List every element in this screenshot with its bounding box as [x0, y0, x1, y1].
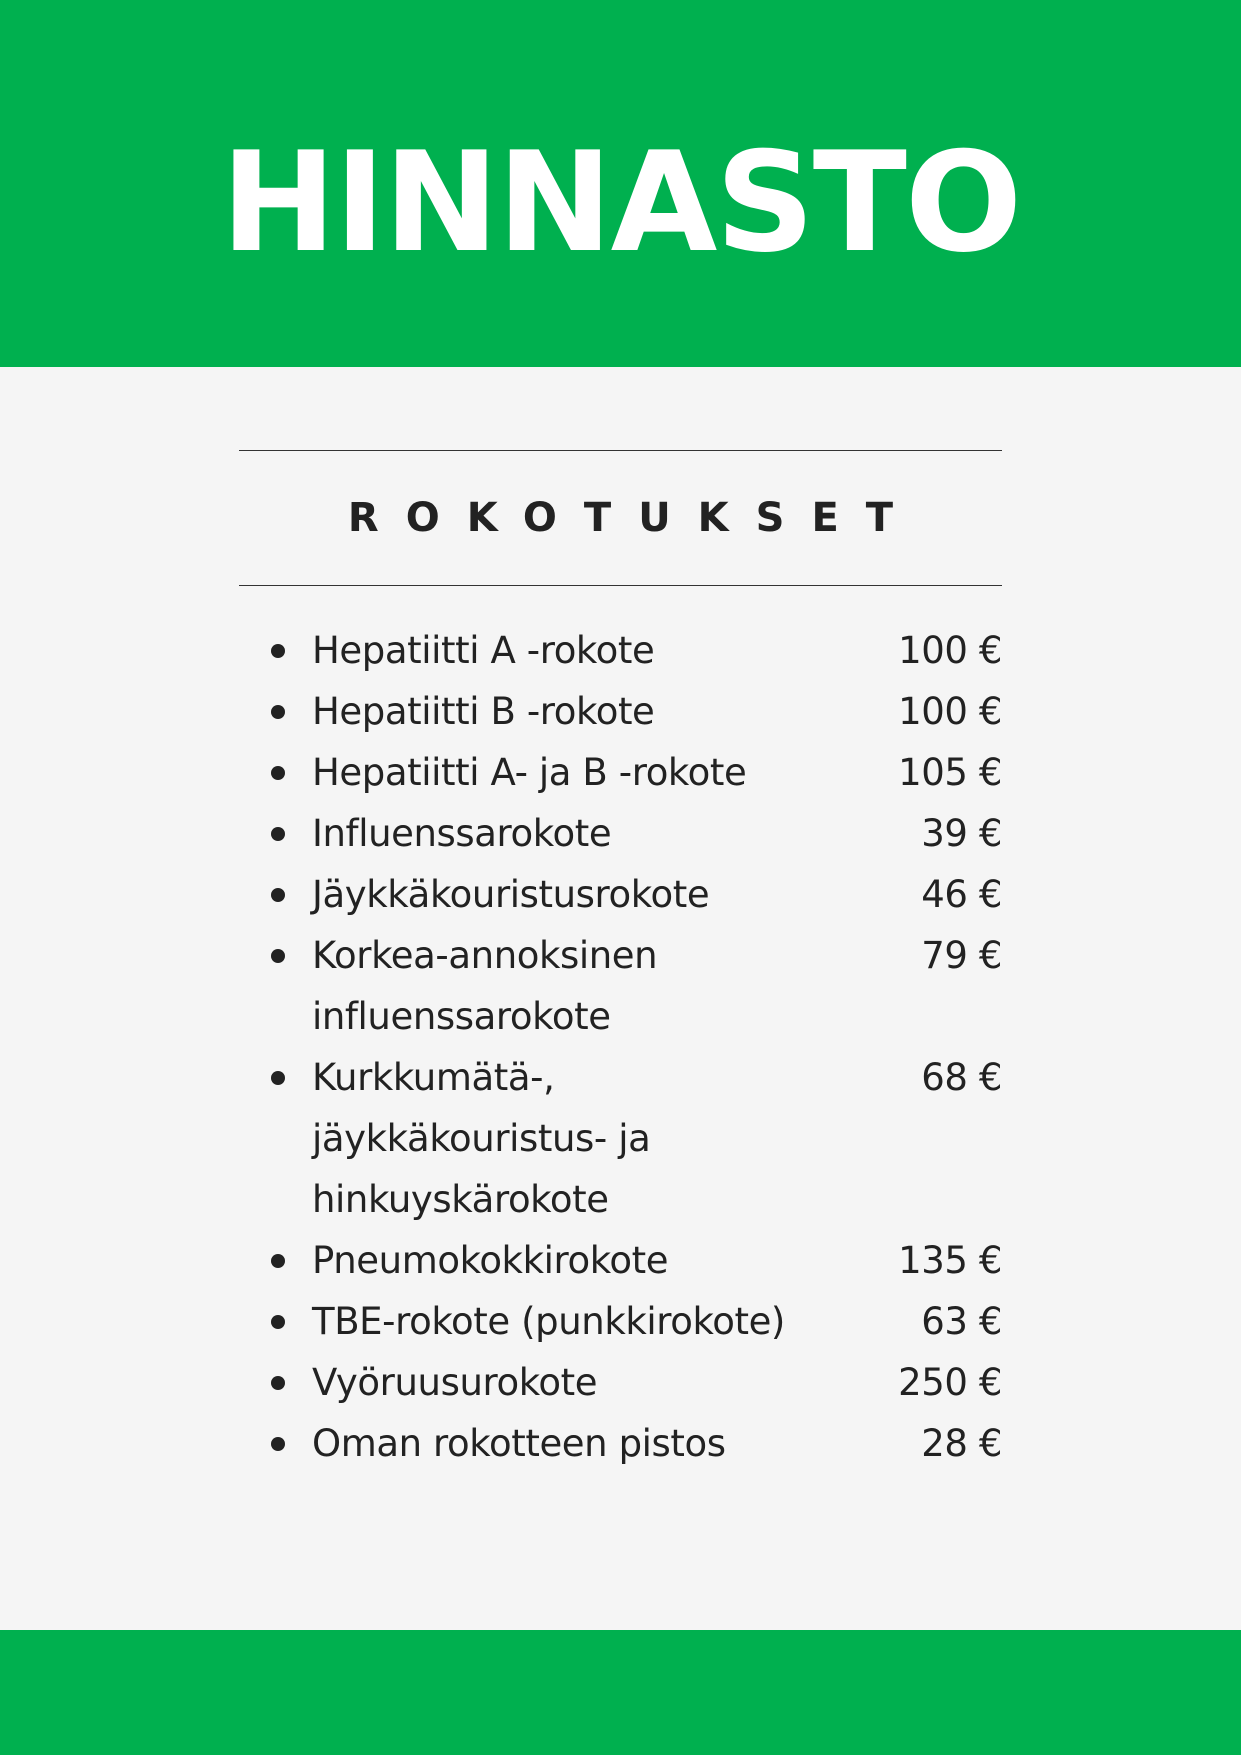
list-item: [239, 1047, 1002, 1230]
item-price: 105 €: [898, 751, 1002, 794]
list-item: [239, 620, 1002, 681]
item-price: 135 €: [898, 1239, 1002, 1282]
section-title: ROKOTUKSET: [347, 495, 921, 541]
item-name: Oman rokotteen pistos: [312, 1422, 726, 1465]
item-name: Vyöruusurokote: [312, 1361, 598, 1404]
item-price: 68 €: [921, 1056, 1002, 1099]
item-name: Hepatiitti A- ja B -rokote: [312, 751, 747, 794]
item-price: 79 €: [921, 934, 1002, 977]
item-price: 39 €: [921, 812, 1002, 855]
item-name: Korkea-annoksinen influenssarokote: [312, 934, 658, 1038]
item-name: Hepatiitti B -rokote: [312, 690, 655, 733]
bullet-icon: [271, 1071, 285, 1085]
bullet-icon: [271, 827, 285, 841]
item-price: 100 €: [898, 690, 1002, 733]
price-list: [239, 620, 1002, 1474]
bullet-icon: [271, 1254, 285, 1268]
item-name: TBE-rokote (punkkirokote): [312, 1300, 785, 1343]
bullet-icon: [271, 1437, 285, 1451]
list-item: [239, 803, 1002, 864]
item-price: 63 €: [921, 1300, 1002, 1343]
footer-band: [0, 1630, 1241, 1755]
list-item: [239, 681, 1002, 742]
item-price: 100 €: [898, 629, 1002, 672]
item-price: 46 €: [921, 873, 1002, 916]
list-item: [239, 925, 1002, 1047]
list-item: [239, 864, 1002, 925]
list-item: [239, 1352, 1002, 1413]
item-price: 28 €: [921, 1422, 1002, 1465]
item-name: Jäykkäkouristusrokote: [312, 873, 710, 916]
bullet-icon: [271, 644, 285, 658]
bullet-icon: [271, 1376, 285, 1390]
item-name: Pneumokokkirokote: [312, 1239, 669, 1282]
bullet-icon: [271, 705, 285, 719]
bullet-icon: [271, 1315, 285, 1329]
bullet-icon: [271, 888, 285, 902]
bottom-divider: [239, 585, 1002, 586]
page-title: HINNASTO: [220, 122, 1021, 283]
list-item: [239, 1230, 1002, 1291]
top-divider: [239, 450, 1002, 451]
bullet-icon: [271, 949, 285, 963]
list-item: [239, 1413, 1002, 1474]
item-name: Hepatiitti A -rokote: [312, 629, 655, 672]
item-name: Kurkkumätä-, jäykkäkouristus- ja hinkuyskärokote: [312, 1056, 651, 1221]
list-item: [239, 1291, 1002, 1352]
list-item: [239, 742, 1002, 803]
bullet-icon: [271, 766, 285, 780]
item-price: 250 €: [898, 1361, 1002, 1404]
item-name: Influenssarokote: [312, 812, 612, 855]
